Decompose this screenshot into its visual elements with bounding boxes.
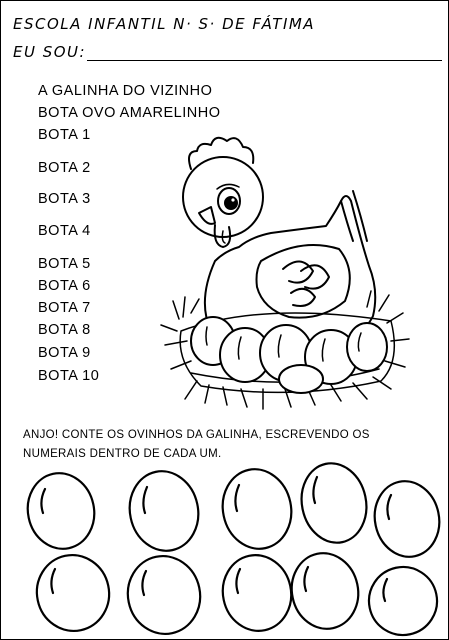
egg-2[interactable] <box>122 465 205 557</box>
name-label: EU SOU: <box>13 43 87 61</box>
rhyme-line-8: BOTA 6 <box>38 278 91 294</box>
rhyme-line-9: BOTA 7 <box>38 300 91 316</box>
egg-5[interactable] <box>368 475 446 563</box>
school-name: ESCOLA INFANTIL N· S· DE FÁTIMA <box>13 15 316 33</box>
rhyme-line-5: BOTA 3 <box>38 191 91 207</box>
rhyme-line-6: BOTA 4 <box>38 223 91 239</box>
rhyme-line-3: BOTA 1 <box>38 127 91 143</box>
instruction-line-2: NUMERAIS DENTRO DE CADA UM. <box>23 448 222 460</box>
egg-3[interactable] <box>215 463 298 555</box>
instruction-line-1: ANJO! CONTE OS OVINHOS DA GALINHA, ESCREVENDO OS <box>23 429 370 441</box>
egg-4[interactable] <box>294 457 373 549</box>
egg-7[interactable] <box>121 549 208 639</box>
rhyme-line-7: BOTA 5 <box>38 256 91 272</box>
rhyme-line-10: BOTA 8 <box>38 322 91 338</box>
rhyme-line-2: BOTA OVO AMARELINHO <box>38 105 221 121</box>
counting-eggs <box>1 1 448 639</box>
rhyme-line-4: BOTA 2 <box>38 160 91 176</box>
egg-1[interactable] <box>21 467 101 555</box>
rhyme-line-12: BOTA 10 <box>38 368 100 384</box>
egg-8[interactable] <box>216 549 298 637</box>
egg-6[interactable] <box>30 548 116 637</box>
rhyme-line-11: BOTA 9 <box>38 345 91 361</box>
rhyme-line-1: A GALINHA DO VIZINHO <box>38 83 213 99</box>
egg-9[interactable] <box>285 547 365 635</box>
egg-10[interactable] <box>363 561 444 639</box>
